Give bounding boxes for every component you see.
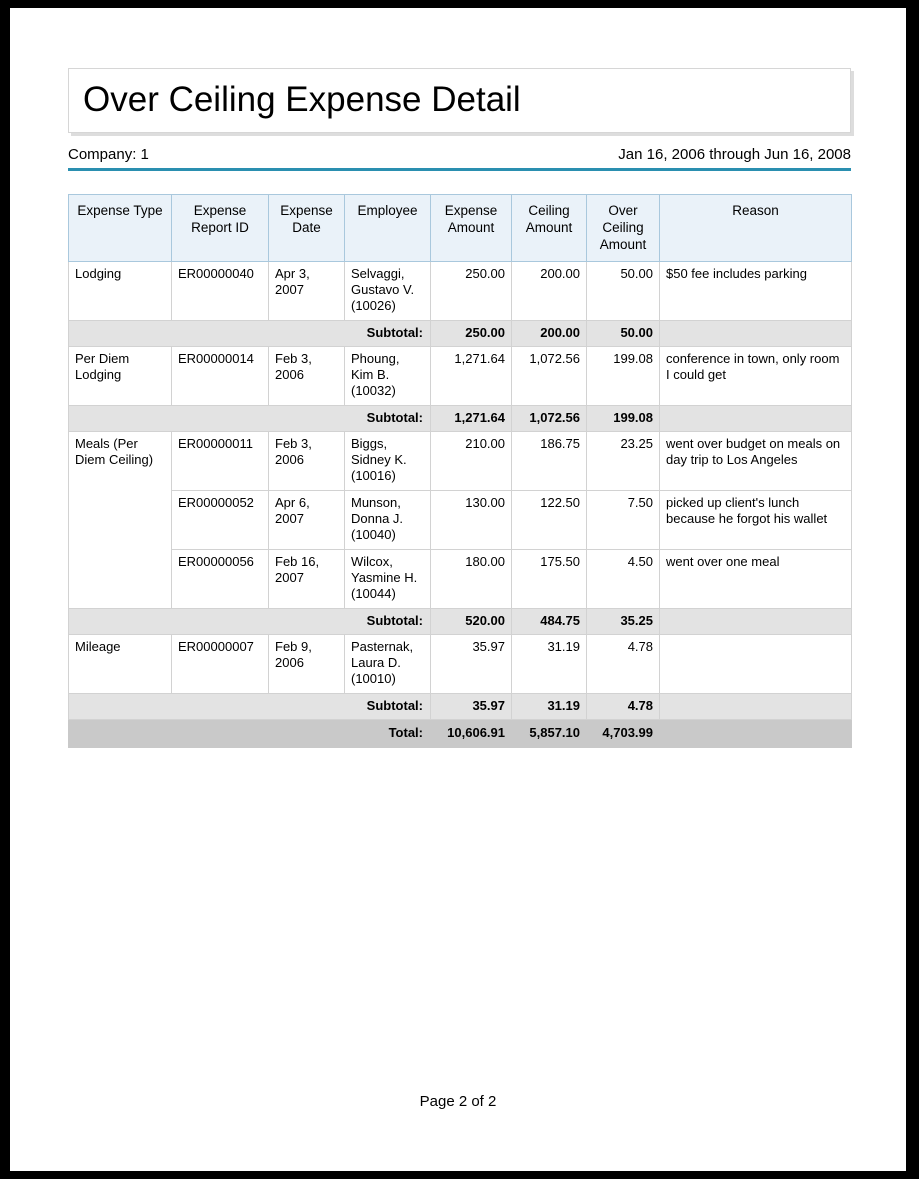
reason-cell: picked up client's lunch because he forgot his wallet bbox=[660, 491, 852, 550]
expense-date-cell: Apr 6, 2007 bbox=[269, 491, 345, 550]
employee-cell: Munson, Donna J. (10040) bbox=[345, 491, 431, 550]
subtotal-label: Subtotal: bbox=[69, 694, 431, 720]
column-header-expense-date: Expense Date bbox=[269, 195, 345, 262]
report-title-box bbox=[68, 68, 851, 133]
column-header-reason: Reason bbox=[660, 195, 852, 262]
subtotal-label: Subtotal: bbox=[69, 609, 431, 635]
expense-amount-cell: 210.00 bbox=[431, 432, 512, 491]
expense-type-cell: Mileage bbox=[69, 635, 172, 694]
total-expense-amount: 10,606.91 bbox=[431, 720, 512, 748]
ceiling-amount-cell: 31.19 bbox=[512, 635, 587, 694]
subtotal-expense-amount: 35.97 bbox=[431, 694, 512, 720]
subtotal-label: Subtotal: bbox=[69, 406, 431, 432]
report-page bbox=[10, 8, 906, 1171]
expense-row bbox=[69, 550, 852, 609]
total-reason-cell bbox=[660, 720, 852, 748]
over-ceiling-amount-cell: 23.25 bbox=[587, 432, 660, 491]
subtotal-expense-amount: 1,271.64 bbox=[431, 406, 512, 432]
subtotal-over-ceiling-amount: 199.08 bbox=[587, 406, 660, 432]
subtotal-row bbox=[69, 694, 852, 720]
employee-cell: Selvaggi, Gustavo V. (10026) bbox=[345, 262, 431, 321]
ceiling-amount-cell: 122.50 bbox=[512, 491, 587, 550]
expense-date-cell: Feb 16, 2007 bbox=[269, 550, 345, 609]
ceiling-amount-cell: 200.00 bbox=[512, 262, 587, 321]
over-ceiling-amount-cell: 50.00 bbox=[587, 262, 660, 321]
page-number: Page 2 of 2 bbox=[419, 1093, 497, 1110]
report-id-cell: ER00000014 bbox=[172, 347, 269, 406]
subtotal-expense-amount: 250.00 bbox=[431, 321, 512, 347]
expense-amount-cell: 35.97 bbox=[431, 635, 512, 694]
subtotal-expense-amount: 520.00 bbox=[431, 609, 512, 635]
ceiling-amount-cell: 1,072.56 bbox=[512, 347, 587, 406]
subtotal-row bbox=[69, 406, 852, 432]
subtotal-ceiling-amount: 484.75 bbox=[512, 609, 587, 635]
subtotal-reason-cell bbox=[660, 321, 852, 347]
expense-row bbox=[69, 262, 852, 321]
expense-row bbox=[69, 432, 852, 491]
report-title: Over Ceiling Expense Detail bbox=[83, 80, 521, 119]
over-ceiling-amount-cell: 4.50 bbox=[587, 550, 660, 609]
column-header-expense-type: Expense Type bbox=[69, 195, 172, 262]
report-meta-row bbox=[68, 146, 851, 164]
report-id-cell: ER00000040 bbox=[172, 262, 269, 321]
report-id-cell: ER00000007 bbox=[172, 635, 269, 694]
expense-row bbox=[69, 491, 852, 550]
expense-amount-cell: 1,271.64 bbox=[431, 347, 512, 406]
over-ceiling-amount-cell: 199.08 bbox=[587, 347, 660, 406]
employee-cell: Phoung, Kim B. (10032) bbox=[345, 347, 431, 406]
report-id-cell: ER00000052 bbox=[172, 491, 269, 550]
expense-table bbox=[68, 194, 852, 748]
reason-cell: went over one meal bbox=[660, 550, 852, 609]
company-label: Company: 1 bbox=[68, 146, 149, 163]
table-header-row bbox=[69, 195, 852, 262]
subtotal-ceiling-amount: 200.00 bbox=[512, 321, 587, 347]
ceiling-amount-cell: 186.75 bbox=[512, 432, 587, 491]
subtotal-label: Subtotal: bbox=[69, 321, 431, 347]
total-row bbox=[69, 720, 852, 748]
subtotal-row bbox=[69, 321, 852, 347]
expense-type-cell: Per Diem Lodging bbox=[69, 347, 172, 406]
column-header-expense-report-id: Expense Report ID bbox=[172, 195, 269, 262]
ceiling-amount-cell: 175.50 bbox=[512, 550, 587, 609]
subtotal-row bbox=[69, 609, 852, 635]
employee-cell: Wilcox, Yasmine H. (10044) bbox=[345, 550, 431, 609]
total-over-ceiling-amount: 4,703.99 bbox=[587, 720, 660, 748]
total-ceiling-amount: 5,857.10 bbox=[512, 720, 587, 748]
column-header-expense-amount: Expense Amount bbox=[431, 195, 512, 262]
reason-cell: conference in town, only room I could get bbox=[660, 347, 852, 406]
report-id-cell: ER00000011 bbox=[172, 432, 269, 491]
subtotal-reason-cell bbox=[660, 609, 852, 635]
subtotal-reason-cell bbox=[660, 694, 852, 720]
subtotal-ceiling-amount: 1,072.56 bbox=[512, 406, 587, 432]
column-header-employee: Employee bbox=[345, 195, 431, 262]
expense-type-cell: Meals (Per Diem Ceiling) bbox=[69, 432, 172, 609]
report-id-cell: ER00000056 bbox=[172, 550, 269, 609]
expense-type-cell: Lodging bbox=[69, 262, 172, 321]
expense-row bbox=[69, 347, 852, 406]
expense-amount-cell: 180.00 bbox=[431, 550, 512, 609]
expense-amount-cell: 130.00 bbox=[431, 491, 512, 550]
expense-date-cell: Feb 3, 2006 bbox=[269, 432, 345, 491]
subtotal-ceiling-amount: 31.19 bbox=[512, 694, 587, 720]
over-ceiling-amount-cell: 4.78 bbox=[587, 635, 660, 694]
total-label: Total: bbox=[69, 720, 431, 748]
column-header-ceiling-amount: Ceiling Amount bbox=[512, 195, 587, 262]
expense-amount-cell: 250.00 bbox=[431, 262, 512, 321]
subtotal-reason-cell bbox=[660, 406, 852, 432]
expense-date-cell: Feb 9, 2006 bbox=[269, 635, 345, 694]
reason-cell: $50 fee includes parking bbox=[660, 262, 852, 321]
subtotal-over-ceiling-amount: 35.25 bbox=[587, 609, 660, 635]
employee-cell: Biggs, Sidney K. (10016) bbox=[345, 432, 431, 491]
subtotal-over-ceiling-amount: 4.78 bbox=[587, 694, 660, 720]
employee-cell: Pasternak, Laura D. (10010) bbox=[345, 635, 431, 694]
reason-cell: went over budget on meals on day trip to Los Angeles bbox=[660, 432, 852, 491]
expense-date-cell: Apr 3, 2007 bbox=[269, 262, 345, 321]
date-range-label: Jan 16, 2006 through Jun 16, 2008 bbox=[618, 146, 851, 163]
column-header-over-ceiling-amount: Over Ceiling Amount bbox=[587, 195, 660, 262]
expense-date-cell: Feb 3, 2006 bbox=[269, 347, 345, 406]
reason-cell bbox=[660, 635, 852, 694]
header-rule bbox=[68, 168, 851, 171]
subtotal-over-ceiling-amount: 50.00 bbox=[587, 321, 660, 347]
over-ceiling-amount-cell: 7.50 bbox=[587, 491, 660, 550]
expense-row bbox=[69, 635, 852, 694]
